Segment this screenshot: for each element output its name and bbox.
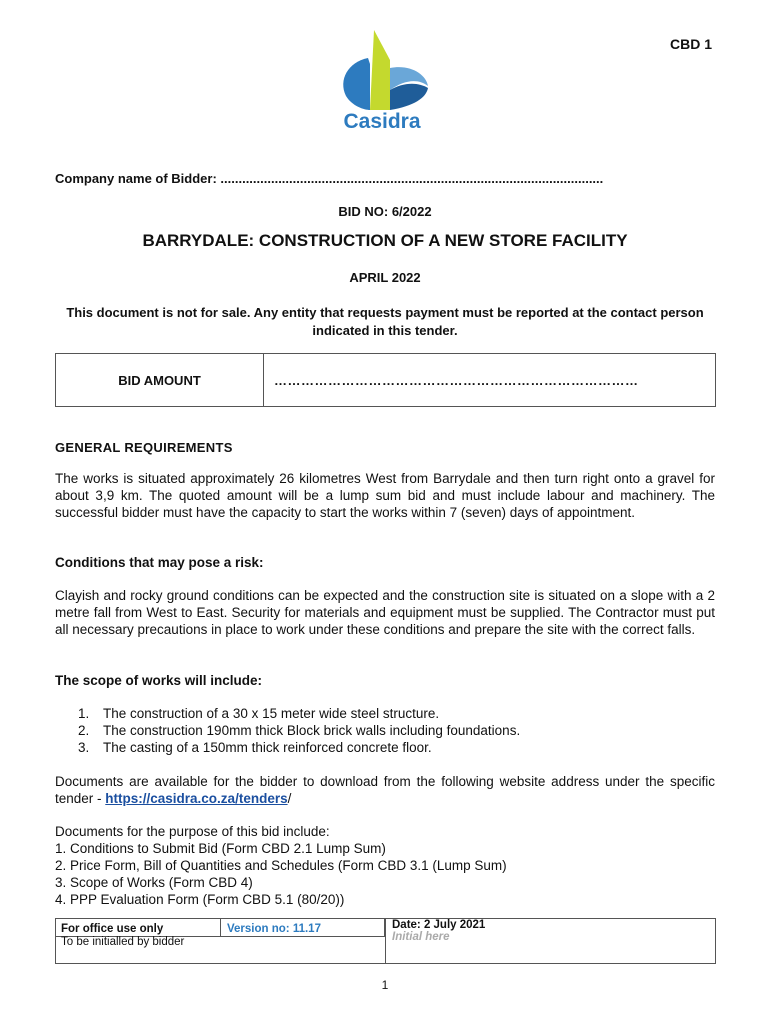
- page-number: 1: [381, 978, 389, 992]
- logo-dark-shape: [390, 84, 428, 110]
- risk-text: Clayish and rocky ground conditions can be expected and the construction site is situated on a slope with a 2 metre fall from West to East. Security for materials and equipment must be supplied. The Contractor must put all necessary precautions in place to work under these conditions and prepare the site with the correct falls.: [55, 588, 715, 637]
- page-title: BARRYDALE: CONSTRUCTION OF A NEW STORE FACILITY: [142, 231, 628, 250]
- list-item: 2. The construction 190mm thick Block brick walls including foundations.: [78, 723, 521, 738]
- risk-heading: Conditions that may pose a risk:: [55, 555, 264, 570]
- scope-heading: The scope of works will include:: [55, 673, 263, 688]
- tenders-link[interactable]: https://casidra.co.za/tenders: [105, 791, 288, 806]
- general-requirements-heading: GENERAL REQUIREMENTS: [55, 440, 233, 455]
- initialled-note: To be initialled by bidder: [61, 936, 185, 948]
- documents-intro: Documents for the purpose of this bid include:: [55, 824, 330, 839]
- list-item: 2. Price Form, Bill of Quantities and Schedules (Form CBD 3.1 (Lump Sum): [55, 858, 507, 873]
- logo-blue-shape: [343, 58, 370, 110]
- sale-notice: This document is not for sale. Any entity that requests payment must be reported at the contact person indicated in this tender.: [66, 305, 704, 338]
- logo-text: Casidra: [343, 110, 421, 133]
- list-item: 1. Conditions to Submit Bid (Form CBD 2.1 Lump Sum): [55, 841, 386, 856]
- logo-green-shape: [370, 30, 390, 110]
- bid-month: APRIL 2022: [349, 270, 421, 285]
- version-cell: Version no: 11.17: [221, 919, 385, 936]
- bid-amount-box: [55, 353, 716, 407]
- initial-here-field[interactable]: Initial here: [392, 931, 450, 943]
- list-item: 3. The casting of a 150mm thick reinforced concrete floor.: [78, 740, 432, 755]
- download-text: Documents are available for the bidder to download from the following website address under the specific tender - https://casidra.co.za/tenders/: [55, 774, 715, 806]
- bid-amount-label: BID AMOUNT: [56, 354, 264, 406]
- list-item: 1. The construction of a 30 x 15 meter wide steel structure.: [78, 706, 440, 721]
- office-use-table: [55, 918, 716, 964]
- bid-number: BID NO: 6/2022: [338, 204, 432, 219]
- company-name-line: Company name of Bidder: ..........................................................................................................: [55, 171, 604, 186]
- list-item: 4. PPP Evaluation Form (Form CBD 5.1 (80/20)): [55, 892, 345, 907]
- documents-list: [55, 823, 507, 908]
- date-cell: Date: 2 July 2021 Initial here: [385, 919, 716, 963]
- office-use-cell: For office use only: [56, 919, 221, 936]
- bid-amount-field[interactable]: ………………………………………………………………………: [274, 372, 639, 388]
- document-code: CBD 1: [669, 36, 712, 52]
- scope-list: [78, 705, 520, 756]
- casidra-logo: [330, 28, 435, 133]
- general-requirements-text: The works is situated approximately 26 kilometres West from Barrydale and then turn right onto a gravel for about 3,9 km. The quoted amount will be a lump sum bid and must include labour and machinery. The successful bidder must have the capacity to start the works within 7 (seven) days of appointment.: [55, 471, 715, 520]
- list-item: 3. Scope of Works (Form CBD 4): [55, 875, 253, 890]
